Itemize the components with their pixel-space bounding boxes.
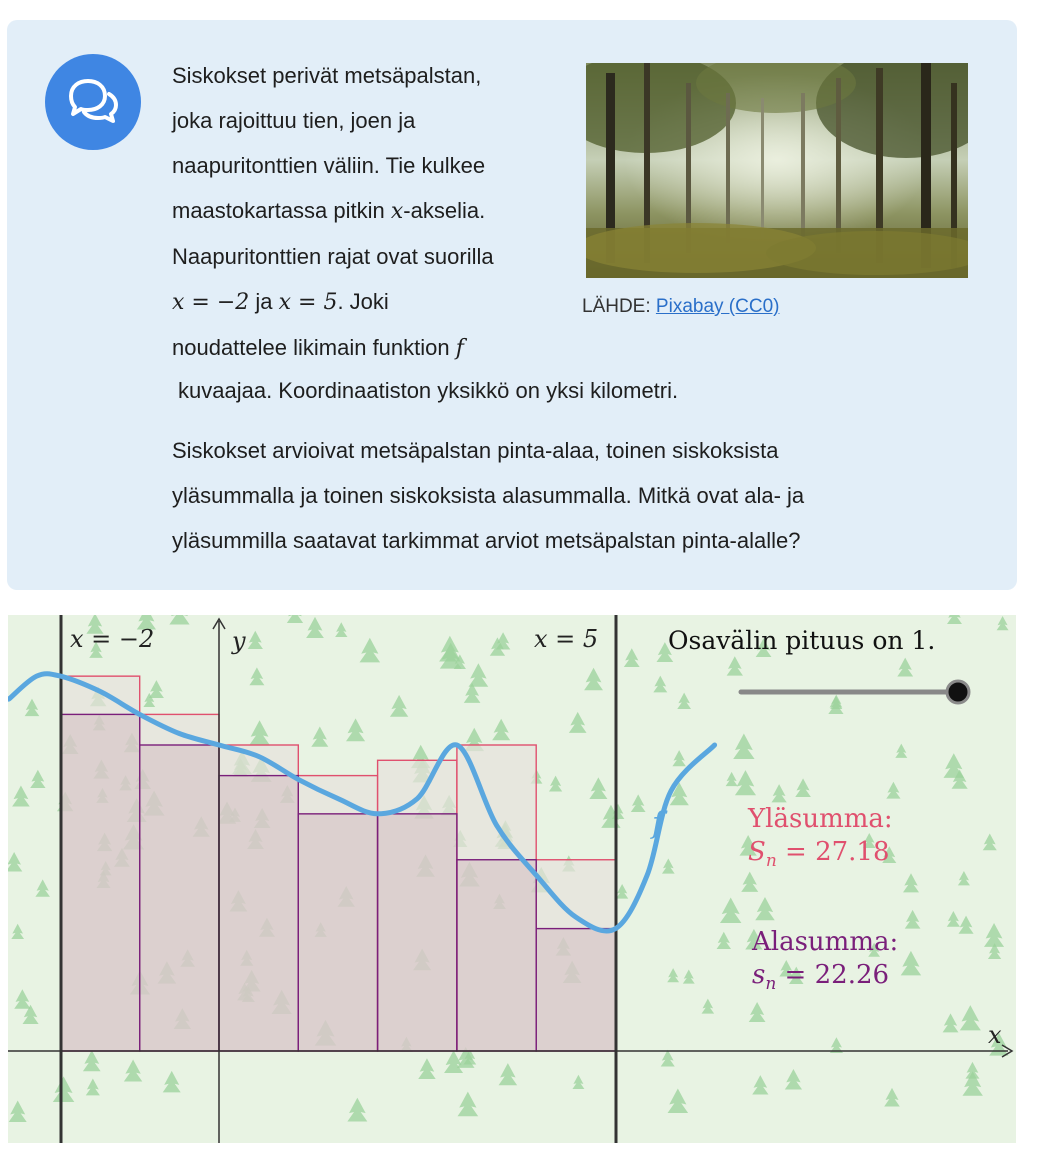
math-left-boundary: x = −2 <box>172 290 250 315</box>
chat-badge <box>45 54 141 150</box>
lower-rect <box>536 929 615 1051</box>
text-line: x = −2 ja x = 5. Joki <box>172 289 389 315</box>
lower-rect <box>219 776 298 1051</box>
label-right-boundary: x = 5 <box>534 625 599 653</box>
text-line: joka rajoittuu tien, joen ja <box>172 108 416 133</box>
math-right-boundary: x = 5 <box>278 290 338 315</box>
label-function: f <box>652 806 664 841</box>
image-source <box>582 296 779 318</box>
lower-rect <box>457 860 536 1051</box>
lower-rect <box>298 814 377 1051</box>
math-f: f <box>455 336 464 361</box>
label-left-boundary: x = −2 <box>70 625 155 653</box>
lower-rect <box>140 745 219 1051</box>
slider-caption: Osavälin pituus on 1. <box>668 626 936 655</box>
text-line: Naapuritonttien rajat ovat suorilla <box>172 244 494 269</box>
graph-canvas <box>8 615 1016 1143</box>
lower-rect <box>60 714 139 1051</box>
upper-sum-title: Yläsumma: <box>748 804 893 834</box>
problem-text <box>172 53 572 371</box>
question-text <box>172 428 992 563</box>
label-x-axis: x <box>988 1021 1002 1049</box>
forest-photo <box>586 63 968 278</box>
text-line: kuvaajaa. Koordinaatiston yksikkö on yksi kilometri. <box>178 378 679 403</box>
text-line: noudattelee likimain funktion f <box>172 335 464 361</box>
text-line: naapuritonttien väliin. Tie kulkee <box>172 153 486 178</box>
slider-handle[interactable] <box>947 681 969 703</box>
source-label: LÄHDE: <box>582 296 656 317</box>
riemann-sum-graph <box>8 615 1016 1143</box>
text-line: Siskokset arvioivat metsäpalstan pinta-alaa, toinen siskoksista <box>172 438 779 463</box>
chat-bubbles-icon <box>65 76 121 128</box>
upper-sum-value: $S_n = 27.18$ <box>748 837 890 871</box>
label-y-axis: y <box>232 627 246 655</box>
text-line: yläsummilla saatavat tarkimmat arviot metsäpalstan pinta-alalle? <box>172 528 801 553</box>
lower-sum-title: Alasumma: <box>752 927 899 957</box>
math-x: x <box>390 199 404 224</box>
text-line: maastokartassa pitkin x-akselia. <box>172 198 486 224</box>
text-line: yläsummalla ja toinen siskoksista alasummalla. Mitkä ovat ala- ja <box>172 483 805 508</box>
lower-rect <box>378 814 457 1051</box>
source-link[interactable]: Pixabay (CC0) <box>655 296 780 317</box>
text-line: Siskokset perivät metsäpalstan, <box>172 63 482 88</box>
lower-sum-value: $s_n = 22.26$ <box>752 960 890 994</box>
